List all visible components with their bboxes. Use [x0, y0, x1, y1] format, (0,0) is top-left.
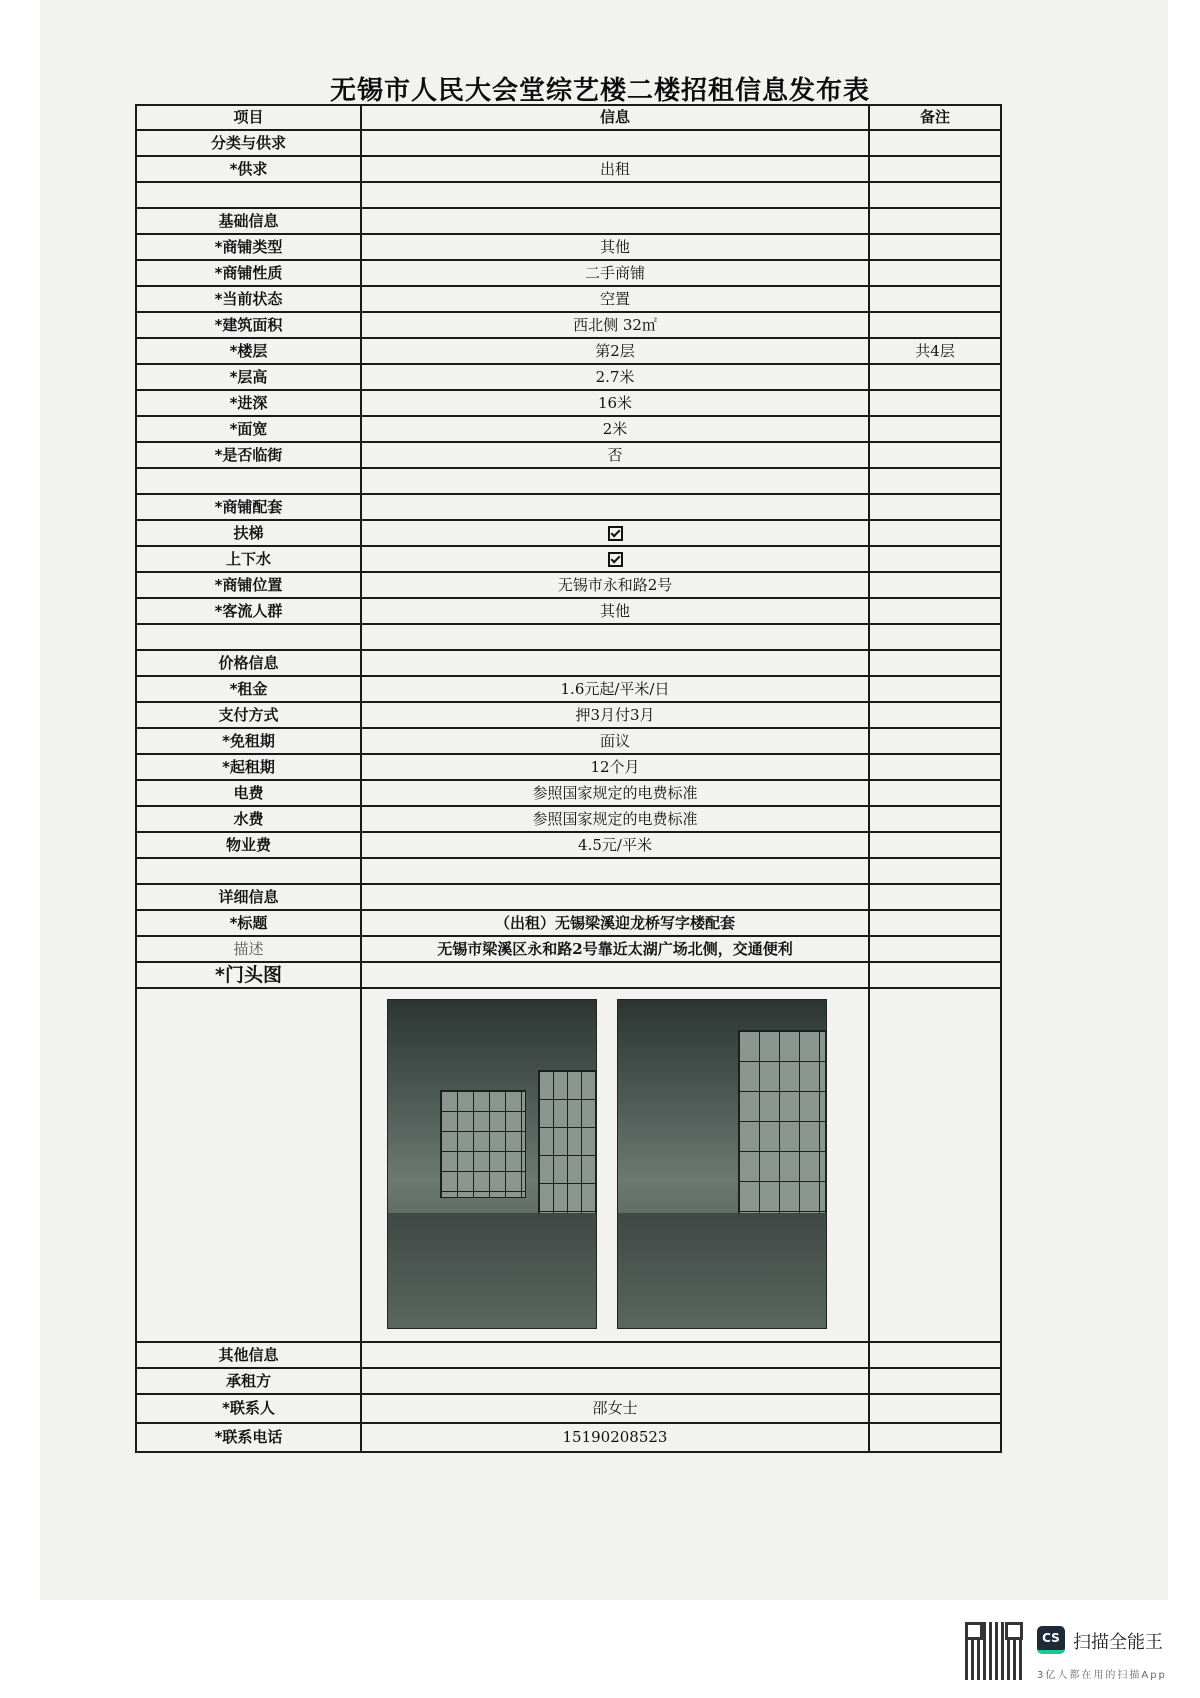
column-header-note: 备注	[869, 105, 1001, 130]
info-value: 其他	[361, 598, 869, 624]
table-row	[136, 260, 1001, 286]
item-label: *联系电话	[136, 1423, 361, 1452]
item-label: *商铺配套	[136, 494, 361, 520]
table-row	[136, 962, 1001, 988]
info-value: 参照国家规定的电费标准	[361, 806, 869, 832]
item-label: *楼层	[136, 338, 361, 364]
note-value	[869, 468, 1001, 494]
table-row	[136, 1368, 1001, 1394]
section-row	[136, 494, 1001, 520]
info-value: 押3月付3月	[361, 702, 869, 728]
note-value	[869, 624, 1001, 650]
info-value: 4.5元/平米	[361, 832, 869, 858]
note-value	[869, 910, 1001, 936]
note-value	[869, 650, 1001, 676]
info-value: 1.6元起/平米/日	[361, 676, 869, 702]
note-value	[869, 1394, 1001, 1423]
info-value: 无锡市永和路2号	[361, 572, 869, 598]
table-row	[136, 416, 1001, 442]
table-row	[136, 754, 1001, 780]
note-value	[869, 754, 1001, 780]
info-value: 16米	[361, 390, 869, 416]
item-label: *当前状态	[136, 286, 361, 312]
rental-info-table	[135, 104, 1002, 1453]
table-row	[136, 1342, 1001, 1368]
info-value: 第2层	[361, 338, 869, 364]
note-value	[869, 936, 1001, 962]
blank-row	[136, 182, 1001, 208]
floor	[388, 1213, 596, 1328]
scanner-app-watermark	[965, 1622, 1195, 1682]
corridor-photo-2	[617, 999, 827, 1329]
table-row	[136, 598, 1001, 624]
note-value	[869, 598, 1001, 624]
note-value	[869, 1423, 1001, 1452]
info-value: 其他	[361, 234, 869, 260]
item-label: *标题	[136, 910, 361, 936]
item-label: *进深	[136, 390, 361, 416]
item-label: 物业费	[136, 832, 361, 858]
checked-checkbox-icon	[608, 552, 623, 567]
section-row	[136, 884, 1001, 910]
item-label: 价格信息	[136, 650, 361, 676]
item-label: *商铺性质	[136, 260, 361, 286]
table-row	[136, 1394, 1001, 1423]
note-value	[869, 832, 1001, 858]
section-row	[136, 650, 1001, 676]
info-value	[361, 208, 869, 234]
table-row	[136, 312, 1001, 338]
info-value	[361, 858, 869, 884]
info-value	[361, 624, 869, 650]
note-value	[869, 390, 1001, 416]
blank-row	[136, 858, 1001, 884]
item-label: 上下水	[136, 546, 361, 572]
item-label: 分类与供求	[136, 130, 361, 156]
note-value	[869, 416, 1001, 442]
note-value	[869, 572, 1001, 598]
item-label: *客流人群	[136, 598, 361, 624]
blank-row	[136, 624, 1001, 650]
info-value: 否	[361, 442, 869, 468]
info-value: 空置	[361, 286, 869, 312]
blank-row	[136, 468, 1001, 494]
column-header-info: 信息	[361, 105, 869, 130]
table-row	[136, 546, 1001, 572]
column-header-item: 项目	[136, 105, 361, 130]
note-value	[869, 130, 1001, 156]
item-label: *商铺类型	[136, 234, 361, 260]
info-value: 邵女士	[361, 1394, 869, 1423]
item-label: 扶梯	[136, 520, 361, 546]
item-label: 描述	[136, 936, 361, 962]
note-value	[869, 702, 1001, 728]
table-row	[136, 286, 1001, 312]
note-value	[869, 962, 1001, 988]
table-row	[136, 390, 1001, 416]
item-label	[136, 182, 361, 208]
info-value	[361, 884, 869, 910]
table-row	[136, 676, 1001, 702]
info-value	[361, 1368, 869, 1394]
info-value	[361, 182, 869, 208]
item-label: *层高	[136, 364, 361, 390]
note-value	[869, 364, 1001, 390]
qr-code-icon	[965, 1622, 1023, 1680]
table-row	[136, 338, 1001, 364]
note-value	[869, 780, 1001, 806]
info-value	[361, 520, 869, 546]
table-row	[136, 702, 1001, 728]
note-value: 共4层	[869, 338, 1001, 364]
note-value	[869, 520, 1001, 546]
table-row	[136, 728, 1001, 754]
item-label: *是否临街	[136, 442, 361, 468]
info-value: 西北侧 32㎡	[361, 312, 869, 338]
item-label: *建筑面积	[136, 312, 361, 338]
note-value	[869, 312, 1001, 338]
item-label: *商铺位置	[136, 572, 361, 598]
app-name: 扫描全能王	[1073, 1632, 1163, 1653]
table-row	[136, 910, 1001, 936]
photo-row	[136, 988, 1001, 1342]
info-value	[361, 650, 869, 676]
table-row	[136, 572, 1001, 598]
note-value	[869, 208, 1001, 234]
note-value	[869, 442, 1001, 468]
item-label: *面宽	[136, 416, 361, 442]
section-row	[136, 130, 1001, 156]
document-title: 无锡市人民大会堂综艺楼二楼招租信息发布表	[329, 76, 870, 106]
photo-row-label	[136, 988, 361, 1342]
shelf-grid	[440, 1090, 526, 1198]
item-label: *起租期	[136, 754, 361, 780]
table-row	[136, 156, 1001, 182]
info-value: 出租	[361, 156, 869, 182]
storefront-photos	[361, 988, 869, 1342]
item-label: *门头图	[136, 962, 361, 988]
item-label: 电费	[136, 780, 361, 806]
info-value	[361, 468, 869, 494]
table-row	[136, 234, 1001, 260]
note-value	[869, 1368, 1001, 1394]
info-value: 2米	[361, 416, 869, 442]
info-value	[361, 1342, 869, 1368]
section-row	[136, 208, 1001, 234]
note-value	[869, 806, 1001, 832]
info-value	[361, 962, 869, 988]
table-row	[136, 520, 1001, 546]
info-value: 参照国家规定的电费标准	[361, 780, 869, 806]
note-value	[869, 676, 1001, 702]
checked-checkbox-icon	[608, 526, 623, 541]
note-value	[869, 286, 1001, 312]
note-value	[869, 1342, 1001, 1368]
item-label: 其他信息	[136, 1342, 361, 1368]
table-row	[136, 936, 1001, 962]
note-value	[869, 884, 1001, 910]
table-row	[136, 364, 1001, 390]
note-value	[869, 494, 1001, 520]
item-label	[136, 624, 361, 650]
item-label: *免租期	[136, 728, 361, 754]
item-label: *租金	[136, 676, 361, 702]
info-value	[361, 130, 869, 156]
info-value	[361, 546, 869, 572]
note-value	[869, 156, 1001, 182]
info-value: 二手商铺	[361, 260, 869, 286]
table-row	[136, 806, 1001, 832]
app-tagline: 3亿人都在用的扫描App	[1037, 1670, 1167, 1681]
info-value: 12个月	[361, 754, 869, 780]
info-value: 面议	[361, 728, 869, 754]
table-row	[136, 442, 1001, 468]
item-label: 水费	[136, 806, 361, 832]
table-row	[136, 832, 1001, 858]
info-value: 15190208523	[361, 1423, 869, 1452]
note-value	[869, 728, 1001, 754]
table-header-row	[136, 105, 1001, 130]
note-value	[869, 234, 1001, 260]
item-label: 基础信息	[136, 208, 361, 234]
note-value	[869, 182, 1001, 208]
table-row	[136, 1423, 1001, 1452]
corridor-photo-1	[387, 999, 597, 1329]
info-value: 2.7米	[361, 364, 869, 390]
info-value	[361, 494, 869, 520]
note-value	[869, 546, 1001, 572]
info-value: 无锡市梁溪区永和路2号靠近太湖广场北侧，交通便利	[361, 936, 869, 962]
item-label: *联系人	[136, 1394, 361, 1423]
photo-row-note	[869, 988, 1001, 1342]
photo-gallery	[362, 989, 868, 1341]
note-value	[869, 260, 1001, 286]
cs-logo-icon: CS	[1037, 1626, 1065, 1654]
table-row	[136, 780, 1001, 806]
item-label: *供求	[136, 156, 361, 182]
item-label: 承租方	[136, 1368, 361, 1394]
info-value: （出租）无锡梁溪迎龙桥写字楼配套	[361, 910, 869, 936]
item-label: 支付方式	[136, 702, 361, 728]
item-label	[136, 858, 361, 884]
note-value	[869, 858, 1001, 884]
item-label	[136, 468, 361, 494]
item-label: 详细信息	[136, 884, 361, 910]
floor	[618, 1213, 826, 1328]
